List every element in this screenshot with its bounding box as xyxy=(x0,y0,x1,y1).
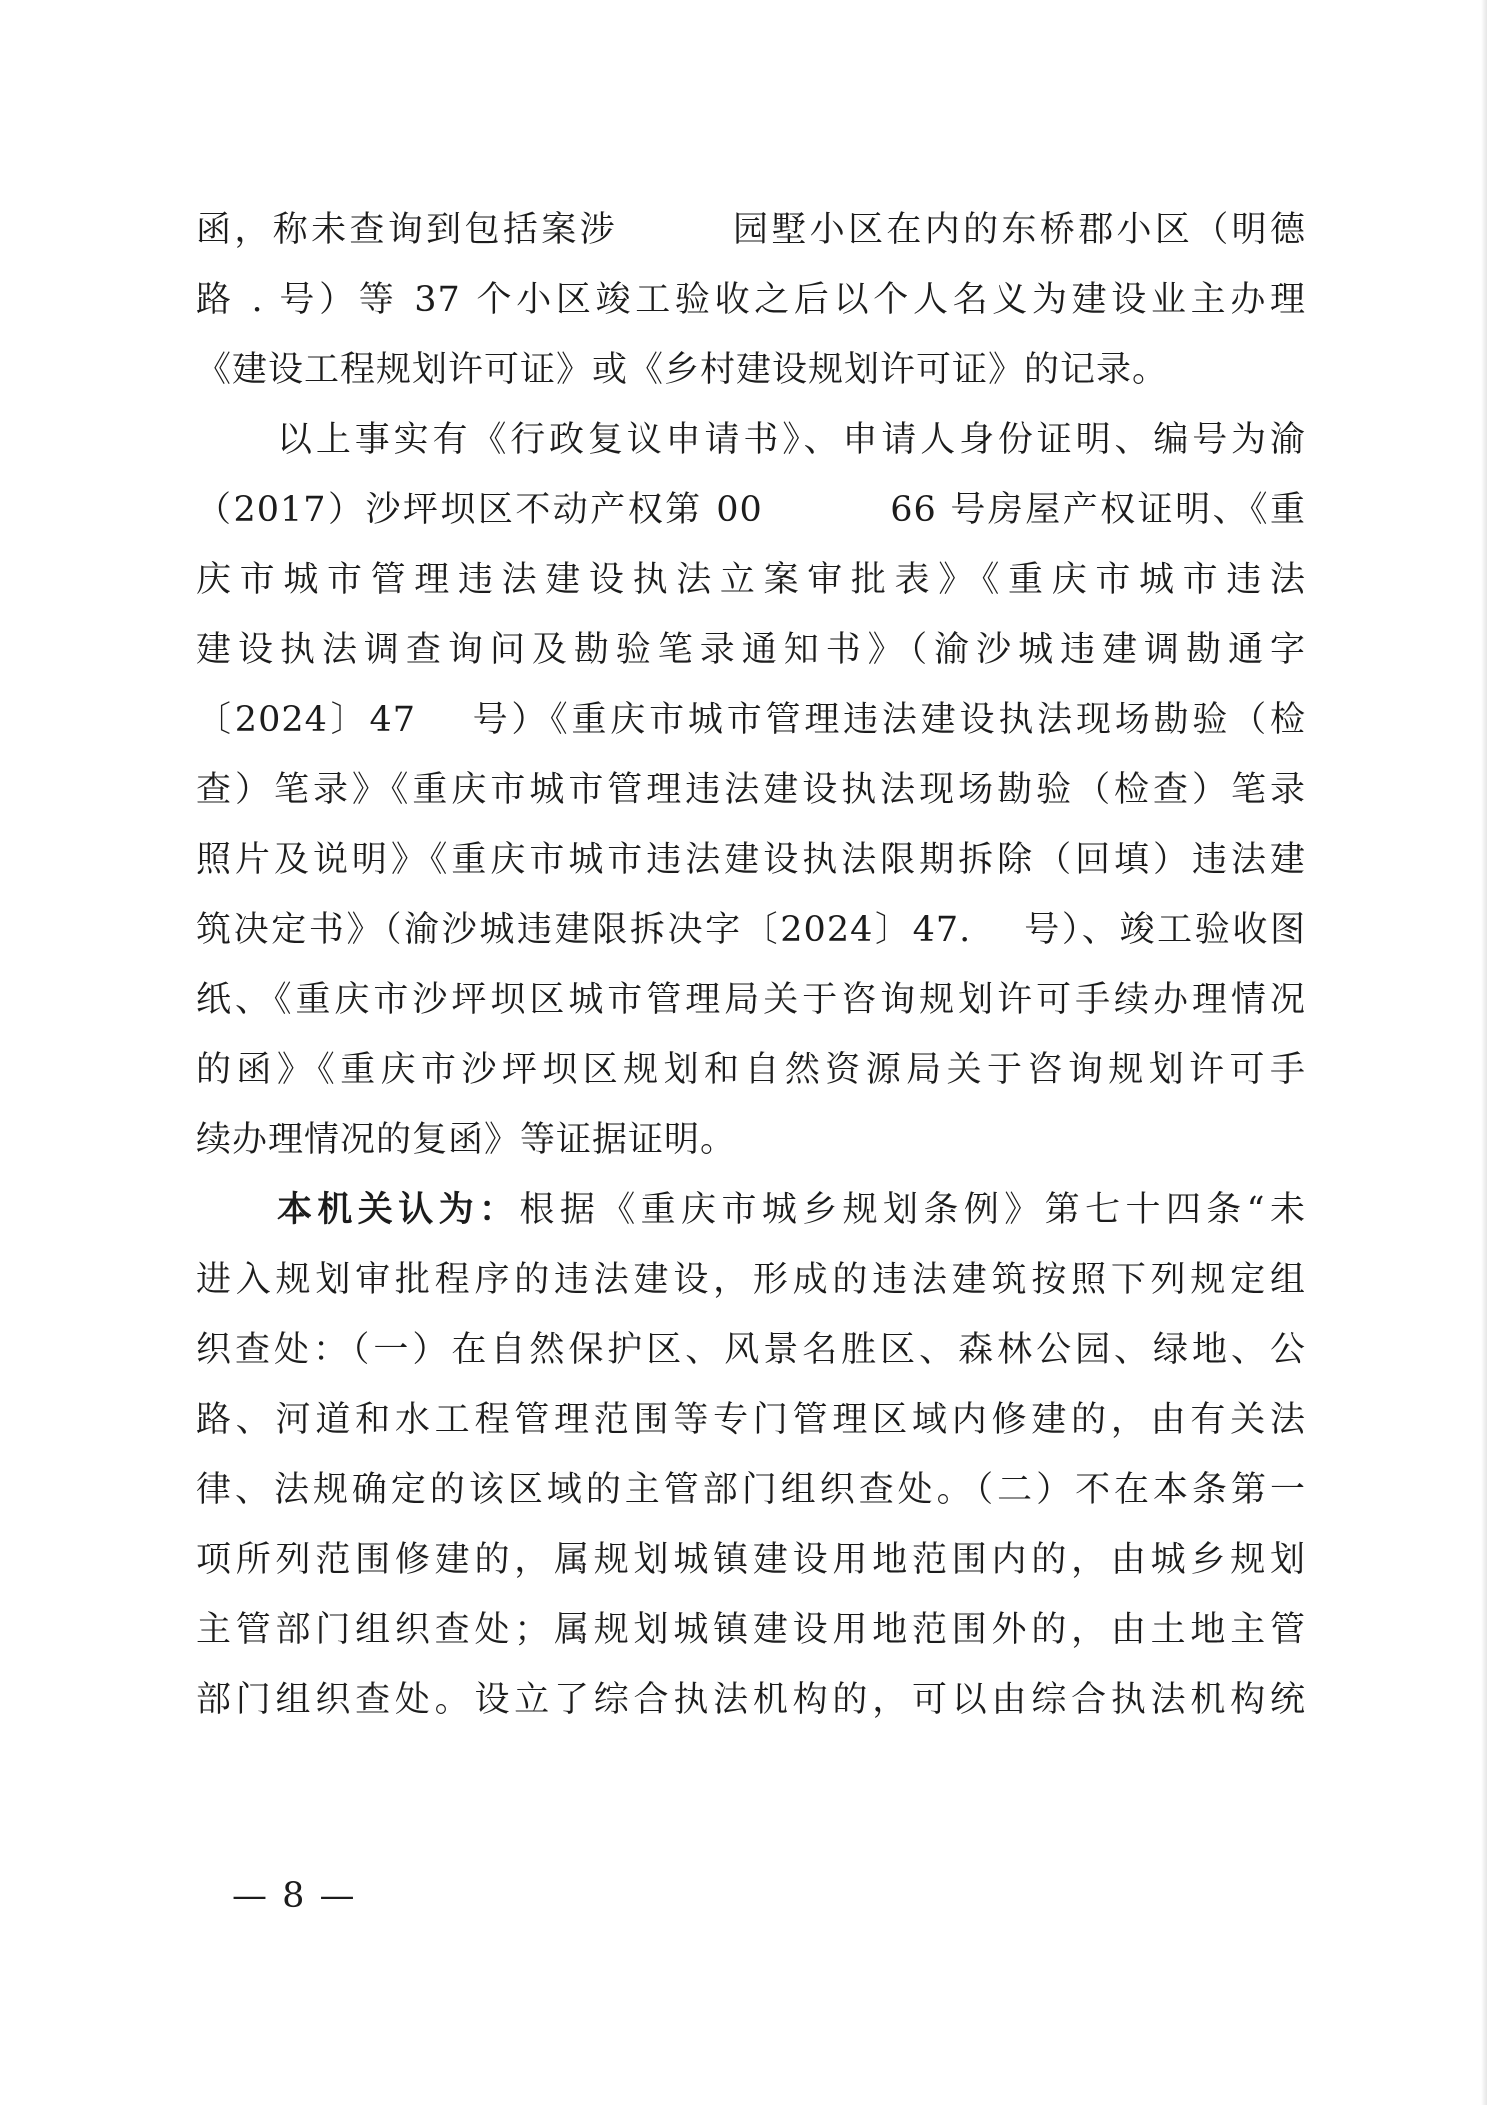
text-line: 建设执法调查询问及勘验笔录通知书》（渝沙城违建调勘通字 xyxy=(196,630,1306,670)
page-number: — 8 — xyxy=(232,1876,357,1916)
text-line: 〔2024〕47 号）《重庆市城市管理违法建设执法现场勘验（检 xyxy=(196,700,1306,740)
text-line: 项所列范围修建的，属规划城镇建设用地范围内的，由城乡规划 xyxy=(196,1540,1306,1580)
text-line: 函，称未查询到包括案涉 园墅小区在内的东桥郡小区（明德 xyxy=(196,210,1306,250)
opinion-rest: 根据《重庆市城乡规划条例》第七十四条“未 xyxy=(519,1190,1306,1230)
text-line: 律、法规确定的该区域的主管部门组织查处。（二）不在本条第一 xyxy=(196,1470,1306,1510)
text-line: 路、河道和水工程管理范围等专门管理区域内修建的，由有关法 xyxy=(196,1400,1306,1440)
opinion-line xyxy=(277,1175,1306,1245)
text-line: 查）笔录》《重庆市城市管理违法建设执法现场勘验（检查）笔录 xyxy=(196,770,1306,810)
text-line: 进入规划审批程序的违法建设，形成的违法建筑按照下列规定组 xyxy=(196,1260,1306,1300)
scan-edge-shadow xyxy=(1481,0,1487,2105)
text-line: 纸、《重庆市沙坪坝区城市管理局关于咨询规划许可手续办理情况 xyxy=(196,980,1306,1020)
text-line: 筑决定书》（渝沙城违建限拆决字〔2024〕47. 号）、竣工验收图 xyxy=(196,910,1306,950)
text-line: 以上事实有《行政复议申请书》、申请人身份证明、编号为渝 xyxy=(277,420,1306,460)
text-line: 续办理情况的复函》等证据证明。 xyxy=(196,1120,737,1160)
opinion-lead: 本机关认为： xyxy=(277,1190,520,1230)
text-line: 主管部门组织查处；属规划城镇建设用地范围外的，由土地主管 xyxy=(196,1610,1306,1650)
text-line: 《建设工程规划许可证》或《乡村建设规划许可证》的记录。 xyxy=(196,350,1169,390)
text-line: 庆市城市管理违法建设执法立案审批表》《重庆市城市违法 xyxy=(196,560,1306,600)
text-line: 路 . 号）等 37 个小区竣工验收之后以个人名义为建设业主办理 xyxy=(196,280,1306,320)
text-line: 的函》《重庆市沙坪坝区规划和自然资源局关于咨询规划许可手 xyxy=(196,1050,1306,1090)
text-line: （2017）沙坪坝区不动产权第 00 66 号房屋产权证明、《重 xyxy=(196,490,1306,530)
text-line: 部门组织查处。设立了综合执法机构的，可以由综合执法机构统 xyxy=(196,1680,1306,1720)
text-line: 织查处：（一）在自然保护区、风景名胜区、森林公园、绿地、公 xyxy=(196,1330,1306,1370)
text-line: 照片及说明》《重庆市城市违法建设执法限期拆除（回填）违法建 xyxy=(196,840,1306,880)
